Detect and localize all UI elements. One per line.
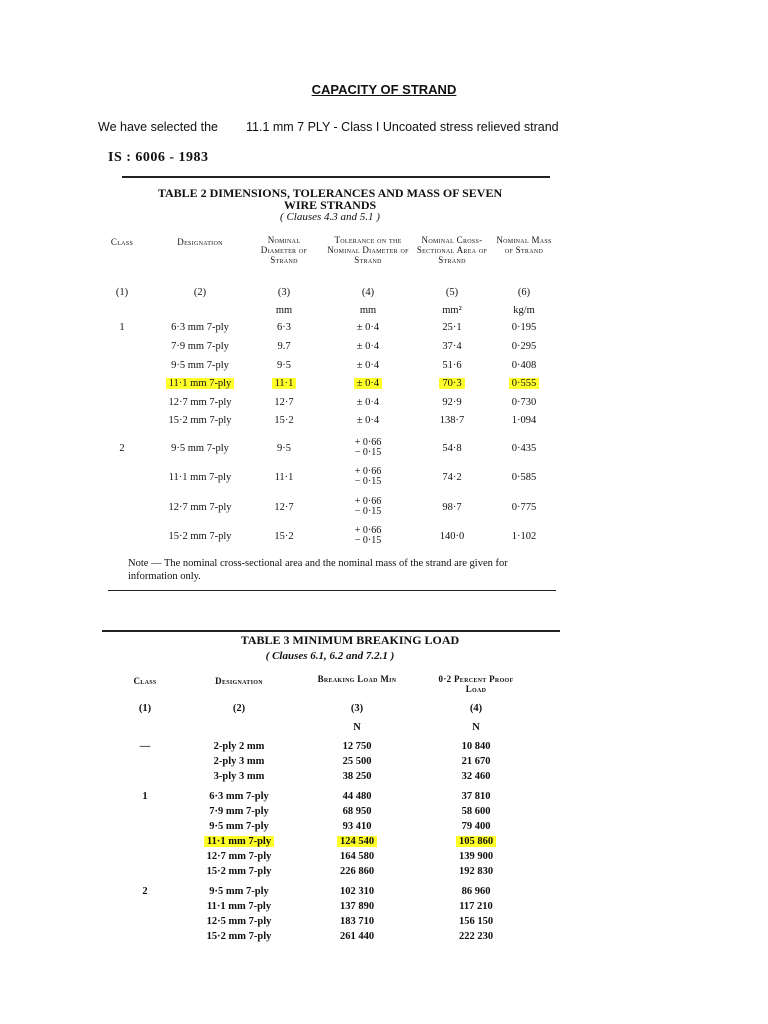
table2-clauses: ( Clauses 4.3 and 5.1 ) <box>280 211 380 223</box>
table2-title: TABLE 2 DIMENSIONS, TOLERANCES AND MASS OF SEVEN WIRE STRANDS <box>157 186 503 212</box>
table3-colnum: (2) <box>232 703 246 714</box>
table3-cell-designation: 9·5 mm 7-ply <box>209 821 269 832</box>
selected-strand-spec: 11.1 mm 7 PLY - Class I Uncoated stress relieved strand <box>246 120 559 134</box>
table2-colnum: (1) <box>115 287 129 298</box>
table3-cell-proof-load: 79 400 <box>461 821 491 832</box>
table2-cell-tolerance: ± 0·4 <box>356 322 380 333</box>
table2-unit: mm <box>275 305 293 316</box>
table2-cell-mass: 0·775 <box>511 502 537 513</box>
table3-cell-designation: 9·5 mm 7-ply <box>209 886 269 897</box>
table2-cell-diameter: 11·1 <box>274 472 294 483</box>
table3-cell-designation: 2-ply 3 mm <box>213 756 265 767</box>
table2-colnum: (3) <box>277 287 291 298</box>
table2-cell-mass: 0·295 <box>511 341 537 352</box>
table2-cell-tolerance: ± 0·4 <box>356 397 380 408</box>
table3-cell-breaking-load: 12 750 <box>342 741 372 752</box>
table2-cell-diameter: 9·5 <box>277 360 291 371</box>
table2-cell-designation: 12·7 mm 7-ply <box>168 397 232 408</box>
table3-header-proof: 0·2 Percent Proof Load <box>438 674 514 694</box>
table3-colnum: (3) <box>350 703 364 714</box>
table2-cell-mass: 1·102 <box>511 531 537 542</box>
table2-colnum: (4) <box>361 287 375 298</box>
table2-cell-tolerance: ± 0·4 <box>356 415 380 426</box>
table3-cell-breaking-load: 38 250 <box>342 771 372 782</box>
table3-cell-breaking-load: 124 540 <box>316 836 398 848</box>
table2-cell-diameter: 6·3 <box>277 322 291 333</box>
table2-cell-diameter: 12·7 <box>274 502 294 513</box>
tolerance-plus: + 0·66 <box>354 496 382 507</box>
table3-clauses: ( Clauses 6.1, 6.2 and 7.2.1 ) <box>265 650 395 662</box>
table3-cell-designation: 6·3 mm 7-ply <box>209 791 269 802</box>
table2-cell-mass: 0·585 <box>511 472 537 483</box>
table2-top-rule <box>122 176 550 178</box>
tolerance-plus: + 0·66 <box>354 525 382 536</box>
table3-cell-breaking-load: 226 860 <box>339 866 375 877</box>
table3-cell-proof-load: 10 840 <box>461 741 491 752</box>
tolerance-minus: − 0·15 <box>354 506 382 517</box>
table2-colnum: (6) <box>517 287 531 298</box>
table3-cell-proof-load: 117 210 <box>459 901 493 912</box>
table3-cell-proof-load: 58 600 <box>461 806 491 817</box>
table2-cell-mass: 0·730 <box>511 397 537 408</box>
table2-cell-area: 70·3 <box>414 378 490 390</box>
table3-top-rule <box>102 630 560 632</box>
table3-header-class: Class <box>133 676 157 686</box>
table2-cell-mass: 0·195 <box>511 322 537 333</box>
table2-header-mass: Nominal Mass of Strand <box>496 235 552 255</box>
table3-cell-designation: 12·7 mm 7-ply <box>206 851 272 862</box>
table3-cell-proof-load: 192 830 <box>458 866 494 877</box>
table2-note: Note — The nominal cross-sectional area and the nominal mass of the strand are given for information only. <box>128 558 508 582</box>
table3-cell-proof-load: 156 150 <box>458 916 494 927</box>
table3-cell-designation: 15·2 mm 7-ply <box>206 931 272 942</box>
table2-cell-diameter: 9·5 <box>277 443 291 454</box>
table2-header-diameter: Nominal Diameter of Strand <box>260 235 308 265</box>
table2-cell-area: 25·1 <box>442 322 462 333</box>
table2-cell-class: 2 <box>119 443 125 454</box>
table3-colnum: (1) <box>138 703 152 714</box>
table2-bottom-rule <box>108 590 556 591</box>
table2-cell-tolerance <box>326 467 410 488</box>
table2-cell-designation: 6·3 mm 7-ply <box>171 322 229 333</box>
table3-cell-proof-load: 32 460 <box>461 771 491 782</box>
table2-cell-area: 51·6 <box>442 360 462 371</box>
table3-colnum: (4) <box>469 703 483 714</box>
table3-header-designation: Designation <box>215 676 263 686</box>
table3-cell-designation: 2-ply 2 mm <box>213 741 265 752</box>
tolerance-plus: + 0·66 <box>354 466 382 477</box>
table2-cell-area: 92·9 <box>442 397 462 408</box>
table3-unit: N <box>472 722 480 733</box>
table2-cell-designation: 12·7 mm 7-ply <box>168 502 232 513</box>
table2-cell-designation: 9·5 mm 7-ply <box>171 360 229 371</box>
table2-cell-designation: 9·5 mm 7-ply <box>171 443 229 454</box>
table2-cell-area: 140·0 <box>439 531 465 542</box>
table2-cell-tolerance: ± 0·4 <box>356 341 380 352</box>
table2-colnum: (2) <box>193 287 207 298</box>
table2-cell-class: 1 <box>119 322 125 333</box>
table3-cell-proof-load: 86 960 <box>461 886 491 897</box>
table3-title: TABLE 3 MINIMUM BREAKING LOAD <box>240 633 460 647</box>
table3-cell-designation: 11·1 mm 7-ply <box>206 901 272 912</box>
table3-cell-designation: 3-ply 3 mm <box>213 771 265 782</box>
table3-cell-breaking-load: 164 580 <box>339 851 375 862</box>
table3-cell-designation: 7·9 mm 7-ply <box>209 806 269 817</box>
table2-cell-tolerance <box>326 526 410 547</box>
table2-cell-designation: 15·2 mm 7-ply <box>168 415 232 426</box>
table3-unit: N <box>353 722 361 733</box>
page-title: CAPACITY OF STRAND <box>311 82 457 97</box>
tolerance-minus: − 0·15 <box>354 535 382 546</box>
table2-unit: kg/m <box>513 305 535 316</box>
table2-cell-tolerance <box>326 438 410 459</box>
table3-cell-class: — <box>139 741 151 752</box>
table3-cell-breaking-load: 93 410 <box>342 821 372 832</box>
table2-header-tolerance: Tolerance on the Nominal Diameter of Strand <box>327 235 409 265</box>
table2-cell-area: 98·7 <box>442 502 462 513</box>
tolerance-plus: + 0·66 <box>354 437 382 448</box>
table3-cell-breaking-load: 137 890 <box>339 901 375 912</box>
table3-cell-class: 1 <box>142 791 148 802</box>
table3-cell-proof-load: 105 860 <box>434 836 518 848</box>
table2-cell-mass: 0·555 <box>494 378 554 390</box>
table3-cell-breaking-load: 102 310 <box>339 886 375 897</box>
table2-cell-designation: 11·1 mm 7-ply <box>155 378 245 390</box>
table3-cell-designation: 11·1 mm 7-ply <box>192 836 286 848</box>
table3-cell-breaking-load: 68 950 <box>342 806 372 817</box>
table3-cell-breaking-load: 25 500 <box>342 756 372 767</box>
intro-line <box>98 120 559 134</box>
table3-cell-breaking-load: 44 480 <box>342 791 372 802</box>
table2-cell-mass: 0·408 <box>511 360 537 371</box>
table2-cell-designation: 7·9 mm 7-ply <box>171 341 229 352</box>
table2-cell-area: 37·4 <box>442 341 462 352</box>
table2-cell-area: 54·8 <box>442 443 462 454</box>
table3-cell-proof-load: 139 900 <box>458 851 494 862</box>
table3-header-breaking: Breaking Load Min <box>317 674 397 684</box>
table2-header-class: Class <box>110 237 134 247</box>
table3-cell-breaking-load: 183 710 <box>339 916 375 927</box>
table2-cell-diameter: 15·2 <box>274 531 294 542</box>
table3-cell-designation: 15·2 mm 7-ply <box>206 866 272 877</box>
table2-cell-diameter: 12·7 <box>274 397 294 408</box>
table3-cell-class: 2 <box>142 886 148 897</box>
table2-cell-mass: 0·435 <box>511 443 537 454</box>
table3-cell-breaking-load: 261 440 <box>339 931 375 942</box>
table2-unit: mm² <box>442 305 462 316</box>
table2-cell-mass: 1·094 <box>511 415 537 426</box>
intro-lead: We have selected the <box>98 120 218 134</box>
table2-cell-designation: 15·2 mm 7-ply <box>168 531 232 542</box>
table2-cell-designation: 11·1 mm 7-ply <box>168 472 232 483</box>
table3-cell-proof-load: 21 670 <box>461 756 491 767</box>
table3-cell-designation: 12·5 mm 7-ply <box>206 916 272 927</box>
table2-cell-tolerance: ± 0·4 <box>356 360 380 371</box>
table2-cell-tolerance: ± 0·4 <box>326 378 410 390</box>
table2-cell-area: 74·2 <box>442 472 462 483</box>
table2-cell-area: 138·7 <box>439 415 465 426</box>
tolerance-minus: − 0·15 <box>354 476 382 487</box>
table2-colnum: (5) <box>445 287 459 298</box>
table2-header-designation: Designation <box>177 237 223 247</box>
table2-cell-tolerance <box>326 497 410 518</box>
table2-unit: mm <box>359 305 377 316</box>
table3-cell-proof-load: 222 230 <box>458 931 494 942</box>
table2-cell-diameter: 15·2 <box>274 415 294 426</box>
tolerance-minus: − 0·15 <box>354 447 382 458</box>
table2-cell-diameter: 9.7 <box>277 341 291 352</box>
standard-number: IS : 6006 - 1983 <box>108 150 209 165</box>
table2-cell-diameter: 11·1 <box>254 378 314 390</box>
table3-cell-proof-load: 37 810 <box>461 791 491 802</box>
table2-header-area: Nominal Cross-Sectional Area of Strand <box>416 235 488 265</box>
